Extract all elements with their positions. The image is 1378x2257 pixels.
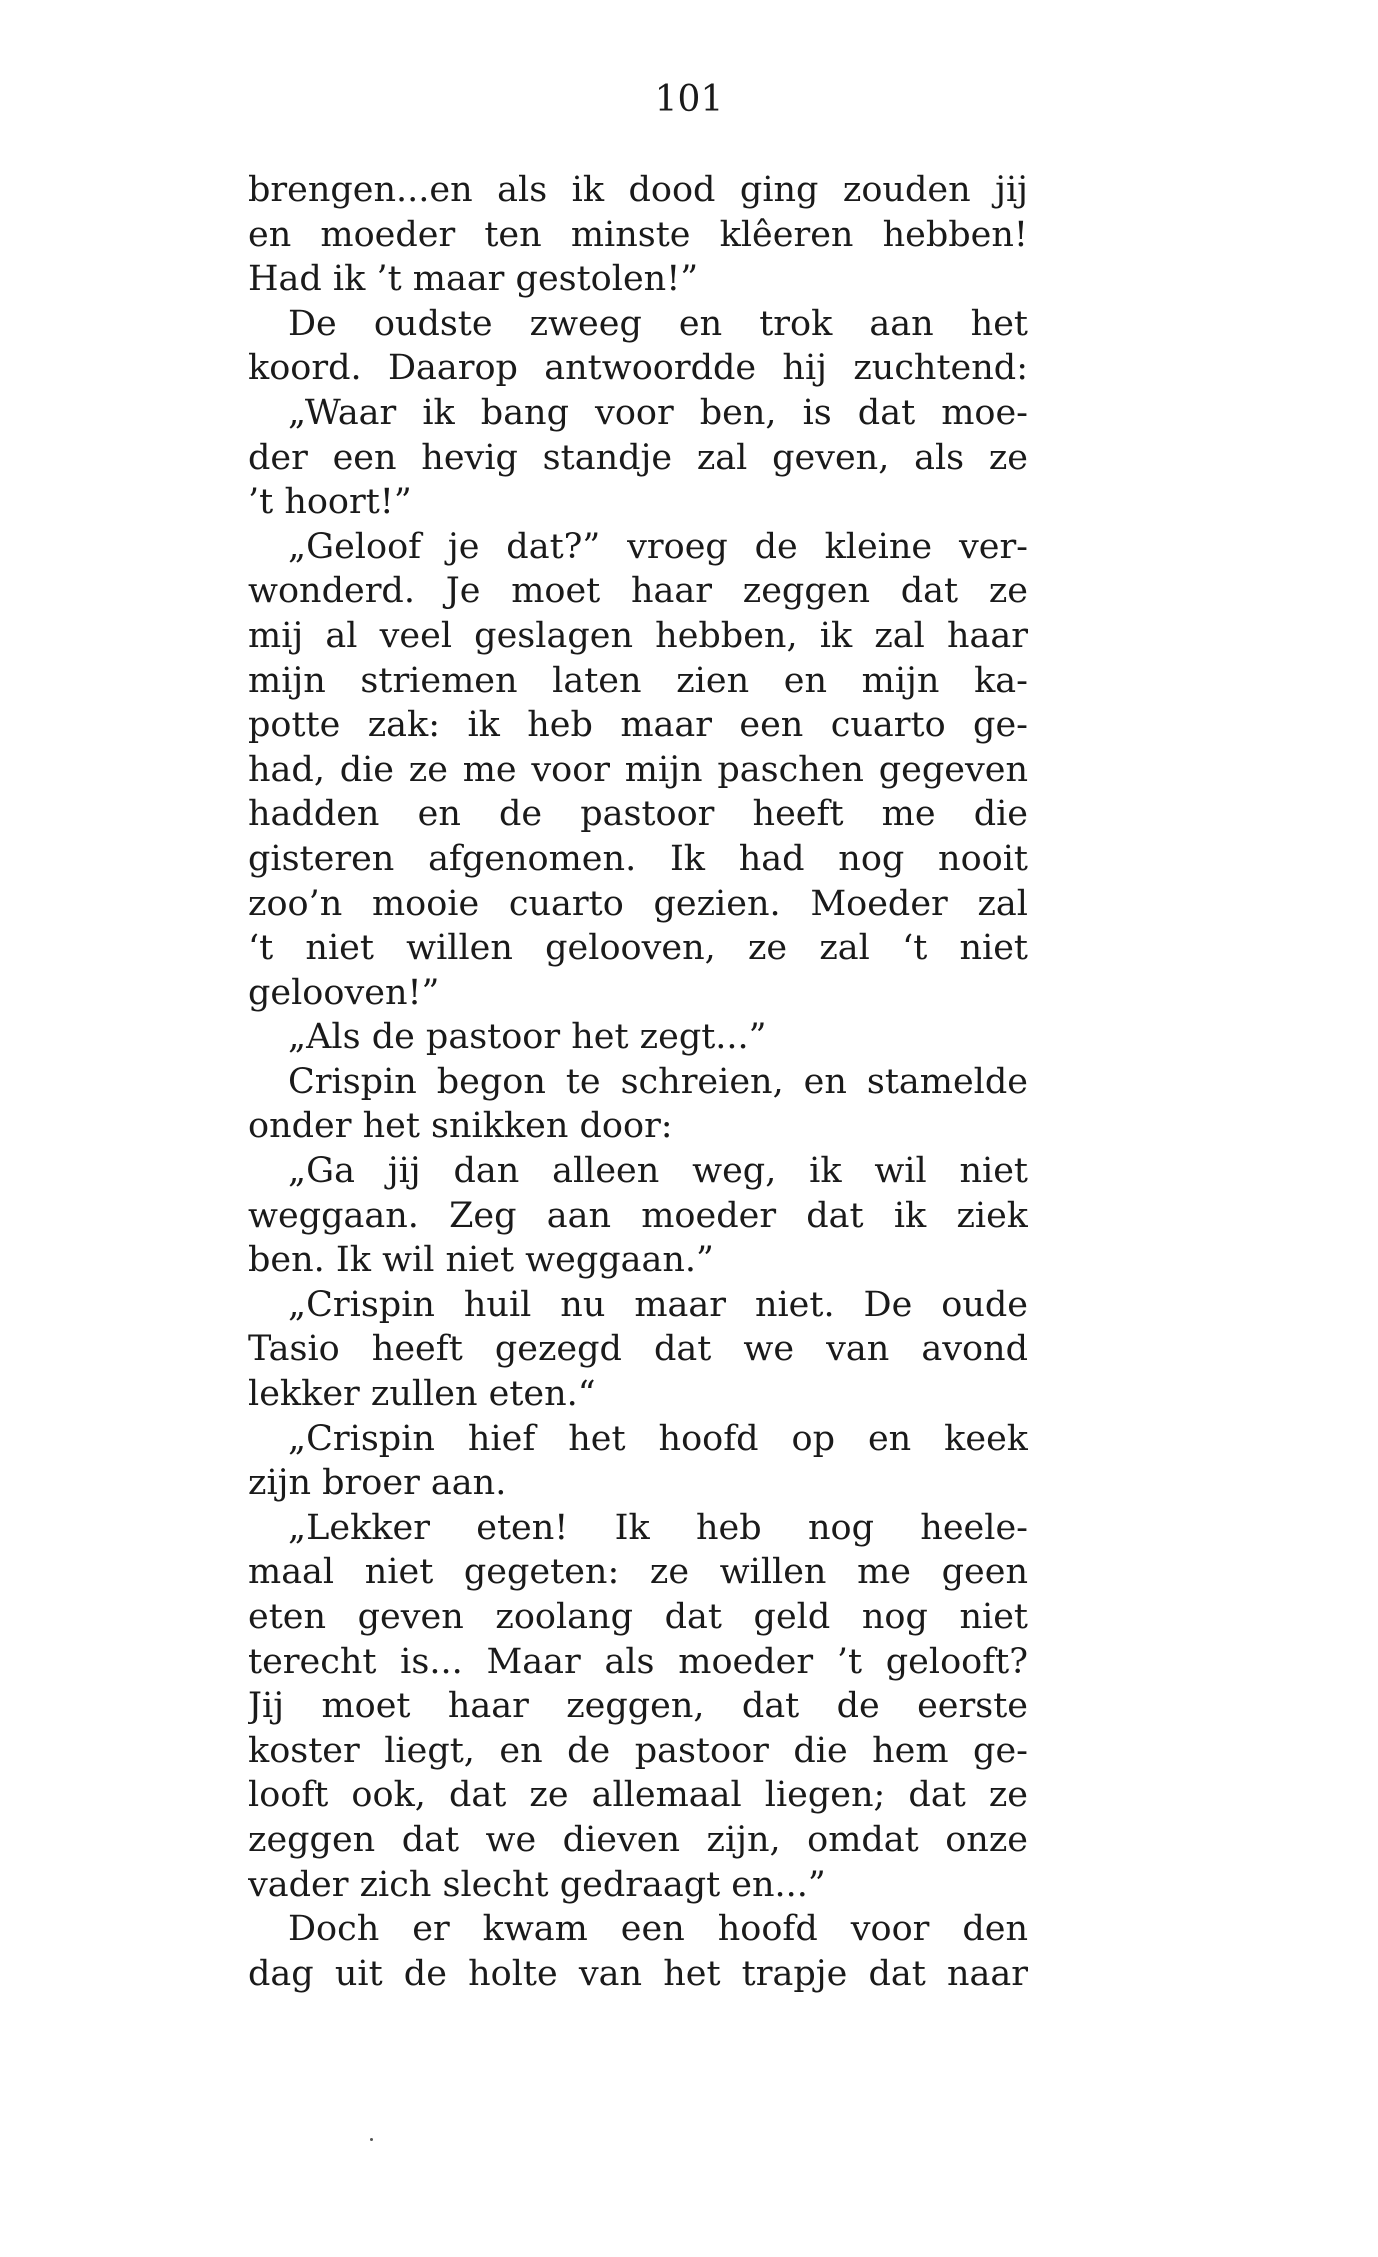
text-line: De oudste zweeg en trok aan het [288,303,1028,344]
text-line: ’t hoort!” [248,482,412,523]
text-line: weggaan. Zeg aan moeder dat ik ziek [248,1195,1028,1236]
text-line: terecht is... Maar als moeder ’t gelooft? [248,1641,1028,1682]
text-line: mij al veel geslagen hebben, ik zal haar [248,615,1028,656]
text-line: „Ga jij dan alleen weg, ik wil niet [288,1151,1028,1192]
text-line: Had ik ’t maar gestolen!” [248,259,699,300]
text-line: mijn striemen laten zien en mijn ka- [248,660,1028,701]
text-line: gisteren afgenomen. Ik had nog nooit [248,838,1028,879]
text-line: lekker zullen eten.“ [248,1374,596,1415]
text-line: vader zich slecht gedraagt en...” [248,1864,826,1905]
text-line: zoo’n mooie cuarto gezien. Moeder zal [248,883,1028,924]
text-line: „Waar ik bang voor ben, is dat moe- [288,392,1028,433]
text-line: Jij moet haar zeggen, dat de eerste [248,1686,1028,1727]
text-line: onder het snikken door: [248,1106,673,1147]
text-line: koord. Daarop antwoordde hij zuchtend: [248,348,1028,389]
text-line: ben. Ik wil niet weggaan.” [248,1240,714,1281]
text-line: maal niet gegeten: ze willen me geen [248,1552,1028,1593]
text-line: zijn broer aan. [248,1463,507,1504]
text-line: had, die ze me voor mijn paschen gegeven [248,749,1028,790]
body-text [248,168,1028,1996]
text-line: potte zak: ik heb maar een cuarto ge- [248,705,1028,746]
text-line: ‘t niet willen gelooven, ze zal ‘t niet [248,928,1028,969]
text-line: dag uit de holte van het trapje dat naar [248,1953,1028,1994]
text-line: „Crispin huil nu maar niet. De oude [288,1284,1028,1325]
text-line: „Crispin hief het hoofd op en keek [288,1418,1028,1459]
text-line: der een hevig standje zal geven, als ze [248,437,1028,478]
text-line: hadden en de pastoor heeft me die [248,794,1028,835]
text-line: eten geven zoolang dat geld nog niet [248,1597,1028,1637]
text-line: gelooven!” [248,972,440,1013]
text-line: Doch er kwam een hoofd voor den [288,1909,1028,1950]
text-line: Crispin begon te schreien, en stamelde [288,1061,1028,1102]
text-line: „Lekker eten! Ik heb nog heele- [288,1507,1028,1548]
text-line: looft ook, dat ze allemaal liegen; dat ze [248,1775,1028,1816]
text-line: en moeder ten minste klêeren hebben! [248,214,1028,255]
text-line: „Geloof je dat?” vroeg de kleine ver- [288,526,1028,567]
text-line: wonderd. Je moet haar zeggen dat ze [248,571,1028,612]
text-line: „Als de pastoor het zegt...” [288,1017,767,1058]
text-line: zeggen dat we dieven zijn, omdat onze [248,1819,1028,1860]
text-line: koster liegt, en de pastoor die hem ge- [248,1730,1028,1771]
page-number: 101 [654,79,724,120]
text-line: Tasio heeft gezegd dat we van avond [248,1329,1028,1370]
paper-speck [370,2138,373,2141]
text-line: brengen...en als ik dood ging zouden jij [248,170,1028,210]
